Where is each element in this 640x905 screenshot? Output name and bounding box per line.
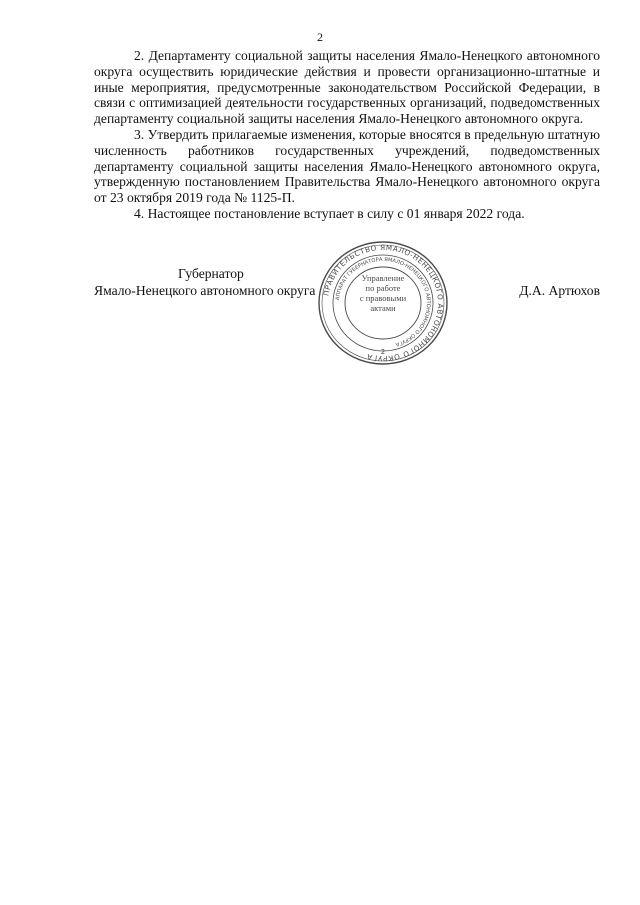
official-seal [315,240,451,366]
signatory-organization: Ямало-Ненецкого автономного округа [94,283,316,298]
seal-middle-text: АППАРАТ ГУБЕРНАТОРА ЯМАЛО-НЕНЕЦКОГО АВТОНОМНОГО ОКРУГА [335,256,432,348]
page-number: 2 [317,30,323,44]
signatory-name: Д.А. Артюхов [519,283,600,298]
seal-number: 2 [380,348,386,356]
paragraph-3: 3. Утвердить прилагаемые изменения, которые вносятся в предельную штатную численность работников государственных учреждений, подведомственных департаменту социальной защиты населения Ямало-Ненецкого автономного округа, утвержденную постановлением Правительства Ямало-Ненецкого автономного округа от 23 октября 2019 года № 1125-П. [94,126,600,206]
paragraph-2: 2. Департаменту социальной защиты населения Ямало-Ненецкого автономного округа осуществить юридические действия и провести организационно-штатные и иные мероприятия, предусмотренные законодательством Российской Федерации, в связи с оптимизацией деятельности государственных организаций, подведомственных департаменту социальной защиты населения Ямало-Ненецкого автономного округа. [94,48,600,127]
document-body [94,48,600,222]
seal-center-line: Управление [361,273,405,283]
seal-center-line: по работе [365,283,401,293]
seal-center-text [347,273,419,313]
signatory-title: Губернатор [178,266,244,281]
paragraph-4: 4. Настоящее постановление вступает в силу с 01 января 2022 года. [134,205,525,221]
seal-outer-text: ПРАВИТЕЛЬСТВО ЯМАЛО-НЕНЕЦКОГО АВТОНОМНОГО ОКРУГА [321,242,446,364]
seal-center-line: с правовыми [359,293,407,303]
seal-center-line: актами [370,303,396,313]
